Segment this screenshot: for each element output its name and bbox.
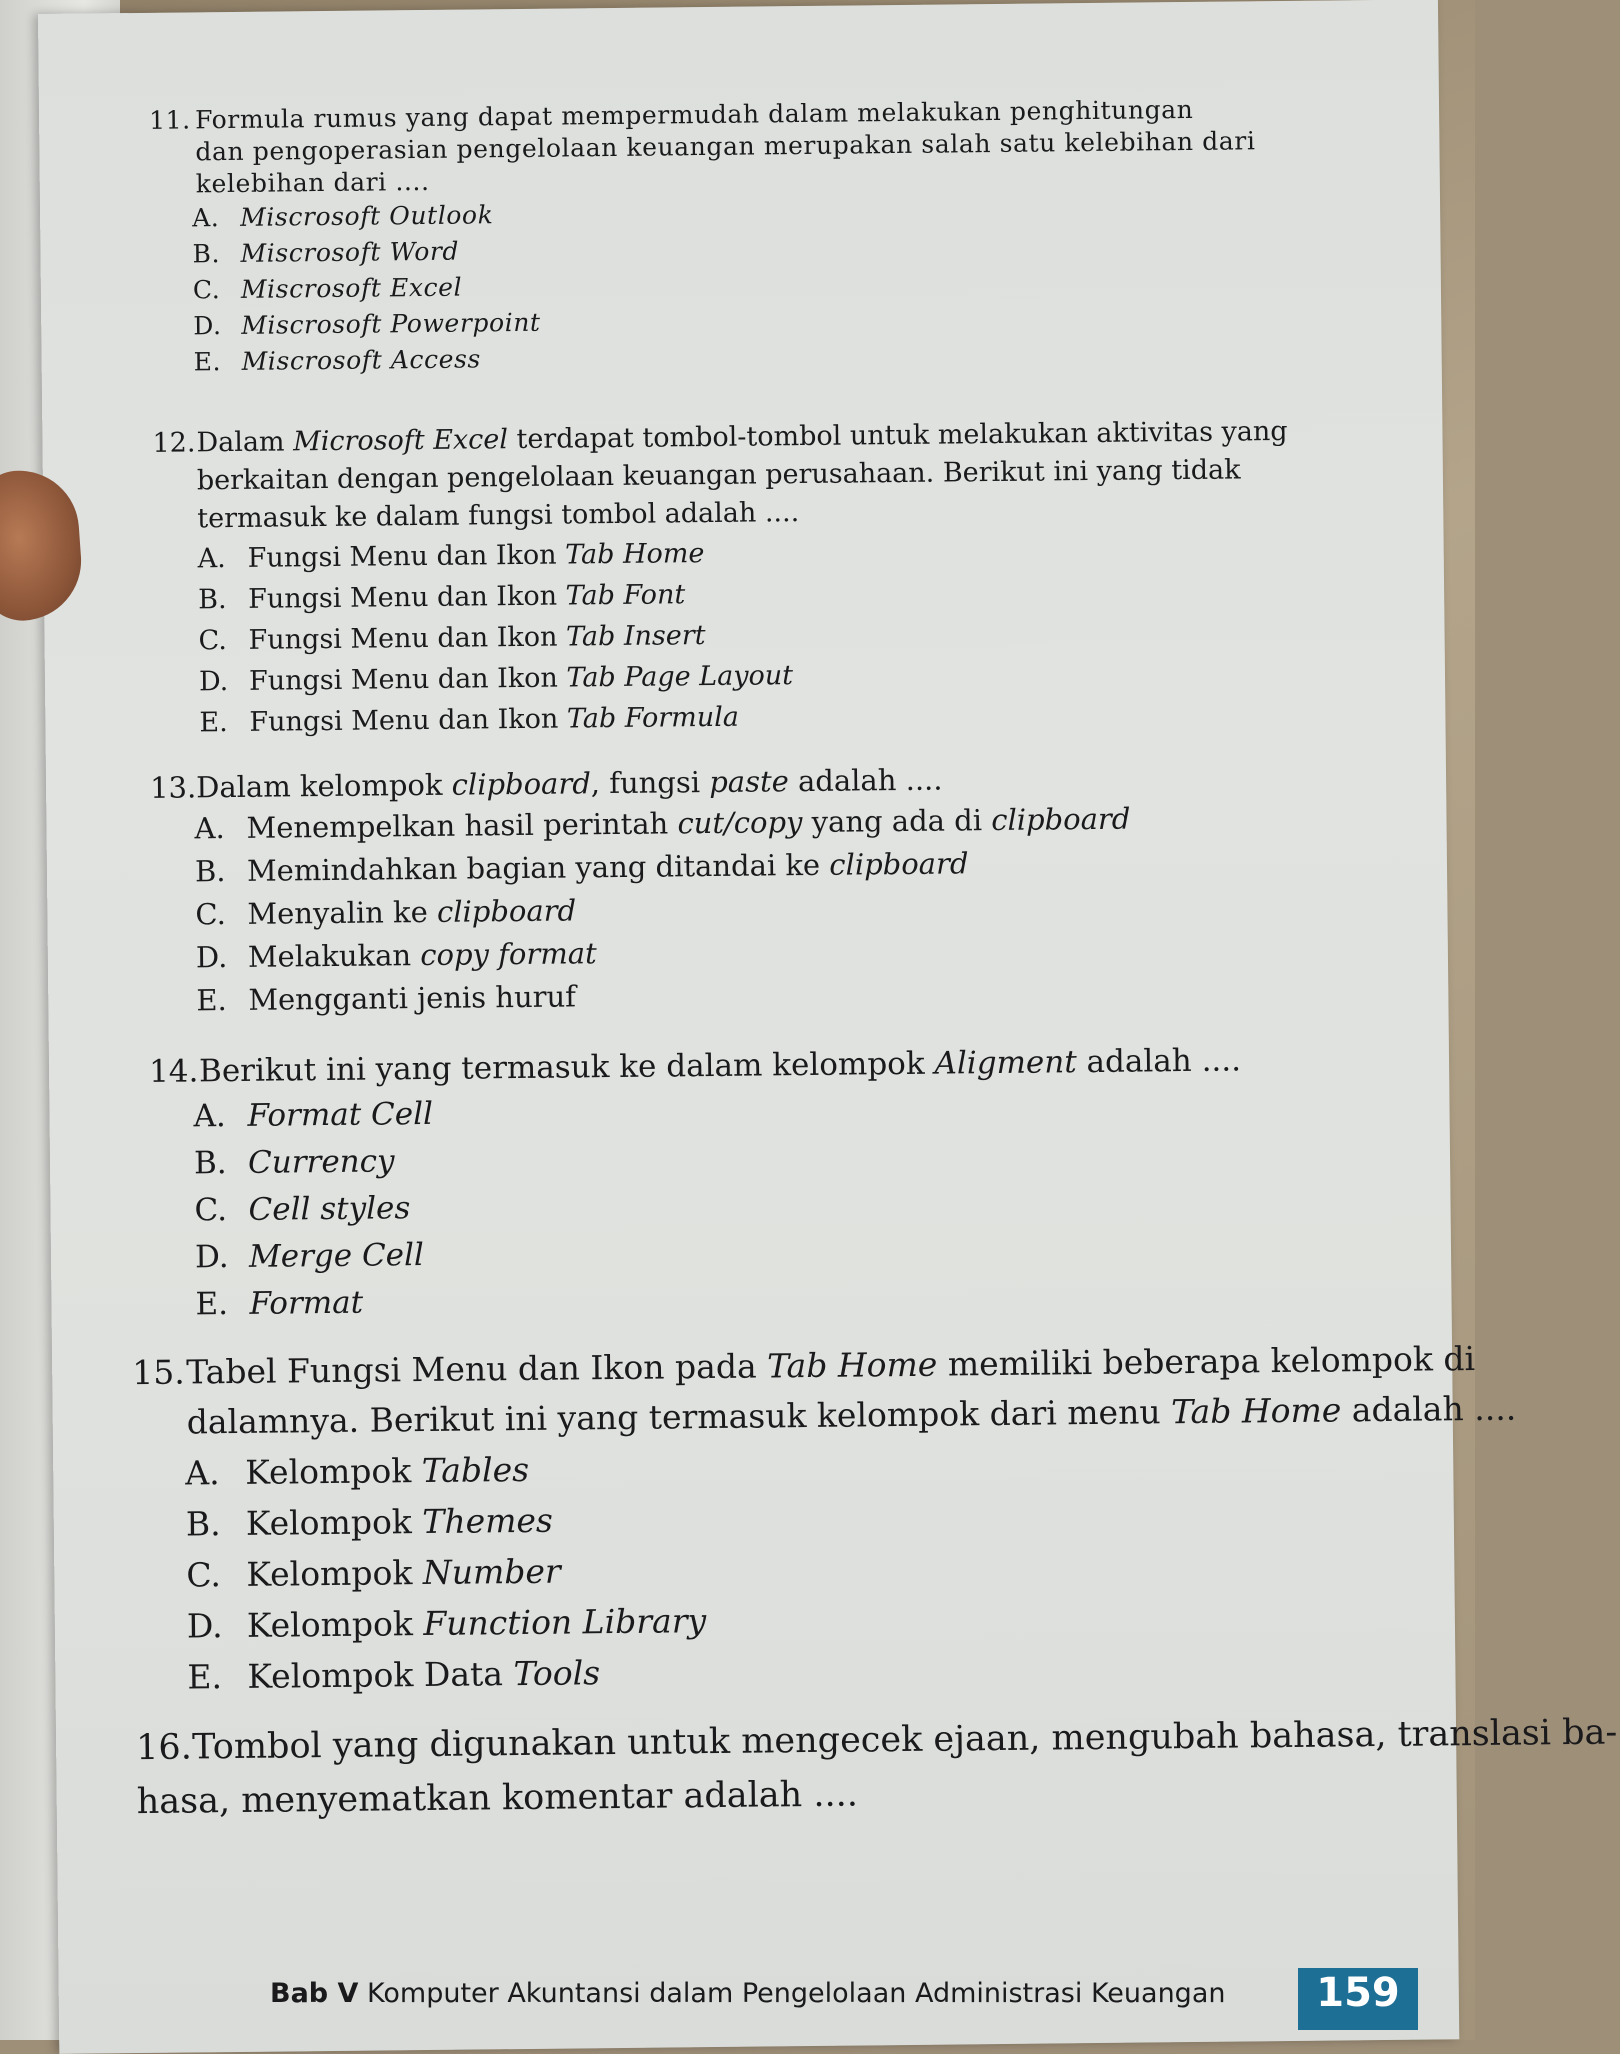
option-text-italic: copy format bbox=[420, 936, 597, 973]
option-letter: D. bbox=[194, 1239, 229, 1276]
question-13-options bbox=[194, 798, 1132, 1023]
option-text-italic: Tables bbox=[421, 1449, 530, 1491]
option-text-italic: Tab Formula bbox=[566, 701, 740, 735]
option-e bbox=[195, 1270, 1243, 1328]
question-text-italic: clipboard bbox=[451, 766, 591, 802]
question-text-italic: Aligment bbox=[934, 1044, 1077, 1082]
question-text: dalamnya. Berikut ini yang termasuk kelompok dari menu bbox=[186, 1392, 1172, 1442]
option-text: Miscrosoft Powerpoint bbox=[241, 307, 541, 340]
option-text-italic: Cell styles bbox=[248, 1190, 411, 1228]
option-letter: C. bbox=[192, 275, 221, 305]
option-text: Miscrosoft Outlook bbox=[239, 200, 494, 232]
option-letter: E. bbox=[195, 1286, 229, 1323]
option-text: yang ada di bbox=[802, 803, 992, 840]
option-letter: D. bbox=[198, 666, 229, 698]
question-number: 12. bbox=[152, 427, 196, 459]
option-text: Fungsi Menu dan Ikon bbox=[249, 703, 568, 738]
option-letter: D. bbox=[193, 311, 222, 341]
option-text-italic: Themes bbox=[422, 1500, 554, 1542]
option-letter: B. bbox=[185, 1504, 221, 1544]
option-letter: A. bbox=[194, 811, 225, 846]
question-text-italic: Tab Home bbox=[1170, 1390, 1342, 1432]
question-text: , fungsi bbox=[590, 765, 710, 801]
option-letter: A. bbox=[193, 1098, 226, 1135]
question-text: adalah .... bbox=[1341, 1388, 1517, 1430]
question-number: 11. bbox=[148, 105, 191, 135]
question-14-options bbox=[193, 1082, 1243, 1328]
question-text: adalah .... bbox=[788, 762, 943, 799]
option-text-italic: Currency bbox=[247, 1143, 395, 1181]
option-text: Kelompok Data bbox=[247, 1654, 514, 1696]
question-number: 14. bbox=[148, 1053, 199, 1090]
footer-title: Komputer Akuntansi dalam Pengelolaan Administrasi Keuangan bbox=[358, 1978, 1226, 2009]
question-text: terdapat tombol-tombol untuk melakukan aktivitas yang bbox=[507, 415, 1288, 456]
option-text-italic: clipboard bbox=[991, 801, 1131, 838]
option-text: Fungsi Menu dan Ikon bbox=[247, 539, 566, 574]
option-letter: B. bbox=[192, 239, 221, 269]
option-text-italic: Tab Page Layout bbox=[566, 660, 794, 694]
option-text-italic: Format bbox=[249, 1284, 364, 1322]
question-text-italic: paste bbox=[709, 764, 790, 800]
option-text: Kelompok bbox=[245, 1451, 422, 1492]
footer-chapter: Bab V bbox=[270, 1978, 359, 2009]
option-e bbox=[196, 970, 1132, 1023]
question-11-line-2: dan pengoperasian pengelolaan keuangan merupakan salah satu kelebihan dari bbox=[195, 126, 1256, 167]
page-number-badge bbox=[1298, 1968, 1418, 2030]
option-text: Menempelkan hasil perintah bbox=[246, 806, 678, 845]
question-text: Berikut ini yang termasuk ke dalam kelompok bbox=[198, 1045, 935, 1090]
option-text-italic: Tools bbox=[513, 1653, 601, 1694]
option-letter: E. bbox=[196, 983, 227, 1018]
question-number: 16. bbox=[135, 1727, 193, 1769]
option-text: Miscrosoft Excel bbox=[240, 272, 463, 304]
option-letter: A. bbox=[191, 203, 220, 233]
option-text: Miscrosoft Access bbox=[241, 344, 482, 376]
question-14 bbox=[149, 1038, 1244, 1328]
option-letter: C. bbox=[198, 625, 228, 657]
option-letter: E. bbox=[187, 1657, 223, 1697]
option-text: Kelompok bbox=[245, 1502, 423, 1543]
option-text-italic: Merge Cell bbox=[248, 1237, 425, 1275]
question-text: Tabel Fungsi Menu dan Ikon pada bbox=[186, 1346, 768, 1392]
option-letter: C. bbox=[186, 1555, 222, 1595]
option-letter: B. bbox=[197, 584, 227, 616]
option-text-italic: Tab Insert bbox=[565, 620, 706, 653]
option-text: Menyalin ke bbox=[247, 894, 438, 931]
question-16-line-2: hasa, menyematkan komentar adalah .... bbox=[136, 1774, 859, 1823]
question-text: adalah .... bbox=[1076, 1042, 1242, 1081]
option-text: Melakukan bbox=[247, 938, 421, 974]
option-letter: B. bbox=[193, 1145, 227, 1182]
option-text-italic: Tab Home bbox=[565, 538, 705, 571]
option-letter: A. bbox=[185, 1453, 220, 1493]
question-12 bbox=[152, 413, 1290, 744]
option-text: Fungsi Menu dan Ikon bbox=[248, 621, 567, 656]
option-text-italic: Format Cell bbox=[247, 1095, 434, 1134]
option-letter: B. bbox=[194, 854, 226, 889]
option-text: Mengganti jenis huruf bbox=[248, 979, 577, 1017]
question-16 bbox=[136, 1706, 1618, 1830]
option-text-italic: Tab Font bbox=[565, 579, 686, 612]
option-text-italic: clipboard bbox=[436, 893, 577, 929]
option-letter: D. bbox=[186, 1606, 223, 1646]
option-text: Kelompok bbox=[246, 1604, 424, 1645]
question-text: memiliki beberapa kelompok di bbox=[937, 1339, 1476, 1384]
question-text: Formula rumus yang dapat mempermudah dalam melakukan penghitungan bbox=[194, 94, 1194, 135]
question-15-options bbox=[185, 1434, 1519, 1703]
option-text: Fungsi Menu dan Ikon bbox=[247, 580, 566, 615]
question-11 bbox=[149, 93, 1258, 381]
option-text-italic: clipboard bbox=[829, 846, 969, 882]
page-number: 159 bbox=[1316, 1970, 1400, 2016]
option-letter: C. bbox=[195, 897, 226, 932]
option-text: Kelompok bbox=[246, 1553, 424, 1594]
option-letter: E. bbox=[199, 707, 228, 739]
question-12-options bbox=[197, 527, 1290, 743]
question-text: Dalam kelompok bbox=[195, 767, 452, 805]
question-text: Tombol yang digunakan untuk mengecek ejaan, mengubah bahasa, translasi ba- bbox=[191, 1712, 1618, 1768]
option-text: Fungsi Menu dan Ikon bbox=[248, 662, 567, 697]
question-12-line-3: termasuk ke dalam fungsi tombol adalah .... bbox=[197, 497, 800, 535]
option-letter: D. bbox=[195, 940, 228, 975]
question-11-line-3: kelebihan dari .... bbox=[195, 166, 430, 199]
option-letter: A. bbox=[197, 543, 226, 575]
question-12-line-2: berkaitan dengan pengelolaan keuangan perusahaan. Berikut ini yang tidak bbox=[196, 454, 1241, 497]
question-11-options bbox=[192, 189, 1258, 380]
option-letter: E. bbox=[193, 347, 222, 377]
option-text: Miscrosoft Word bbox=[240, 236, 460, 268]
option-text-italic: cut/copy bbox=[677, 805, 803, 841]
option-letter: C. bbox=[194, 1192, 228, 1229]
book-page bbox=[38, 0, 1618, 2054]
question-number: 15. bbox=[132, 1352, 185, 1393]
question-13 bbox=[150, 758, 1132, 1023]
question-text-italic: Tab Home bbox=[766, 1344, 938, 1386]
question-text: Dalam bbox=[196, 426, 294, 459]
question-text-italic: Microsoft Excel bbox=[293, 424, 509, 458]
option-text: Memindahkan bagian yang ditandai ke bbox=[246, 847, 830, 888]
question-number: 13. bbox=[149, 770, 197, 805]
option-text-italic: Function Library bbox=[423, 1601, 707, 1644]
question-15 bbox=[132, 1334, 1519, 1703]
option-text-italic: Number bbox=[422, 1551, 561, 1593]
page-footer bbox=[270, 1978, 1225, 2009]
